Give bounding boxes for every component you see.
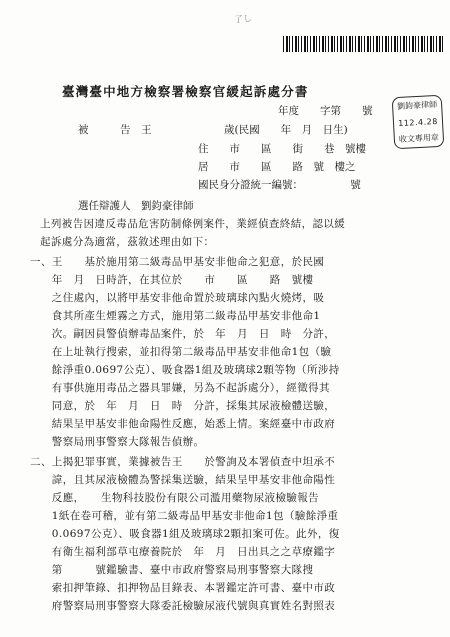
case-number: 年度 字第 號 — [278, 105, 373, 117]
intro-line: 起訴處分為適當，茲敘述理由如下： — [40, 236, 215, 248]
defendant-birth: 歲(民國 年 月 日生) — [224, 124, 348, 136]
section1-line: 有事供施用毒品之器具罪嫌，另為不起訴處分），經徵得其 — [30, 382, 330, 394]
defense-attorney: 選任辯護人 劉鈞豪律師 — [78, 200, 194, 212]
section1-line: 警察局刑事警察大隊報告偵辦。 — [30, 436, 205, 448]
section2-line: 二、上揭犯罪事實，業據被告王 於警詢及本署偵查中坦承不 — [30, 456, 336, 468]
section1-line: 餘淨重0.0697公克）、吸食器1組及玻璃球2顆等物（所涉持 — [30, 364, 340, 376]
section2-line: 0.0697公克）、吸食器1組及玻璃球2顆扣案可佐。此外，復 — [30, 528, 340, 540]
section1-line: 在上址執行搜索，並扣得第二級毒品甲基安非他命1包（驗 — [30, 346, 332, 358]
section2-line: 1紙在卷可稽，並有第二級毒品甲基安非他命1包（驗餘淨重 — [30, 510, 339, 522]
section1-line: 一、王 基於施用第二級毒品甲基安非他命之犯意，於民國 — [30, 256, 325, 268]
section1-line: 之住處內，以將甲基安非他命置於玻璃球內點火燒烤，吸 — [30, 292, 325, 304]
document-title: 臺灣臺中地方檢察署檢察官緩起訴處分書 — [62, 84, 309, 99]
section2-line: 有衛生福利部草屯療養院於 年 月 日出具之之草療鑑字 — [30, 546, 336, 558]
section2-line: 第 號鑑驗書、臺中市政府警察局刑事警察大隊搜 — [30, 564, 314, 576]
stamp-top: 劉鈞豪律師 — [396, 99, 438, 112]
section1-line: 結果呈甲基安非他命陽性反應，始悉上情。案經臺中市政府 — [30, 418, 336, 430]
section1-line: 同意，於 年 月 日 時 分許，採集其尿液檢體送驗， — [30, 400, 336, 412]
stamp-bottom: 收文專用章 — [398, 132, 440, 145]
section2-line: 諱，且其尿液檢體為警採集送驗，結果呈甲基安非他命陽性 — [30, 474, 336, 486]
section2-line: 索扣押筆錄、扣押物品目錄表、本署鑑定許可書、臺中市政 — [30, 582, 336, 594]
address-residence: 住 市 區 街 巷 號樓 — [198, 143, 366, 155]
defendant-label: 被 告 王 — [78, 124, 152, 136]
address-dwelling: 居 市 區 路 號 樓之 — [198, 161, 356, 173]
intro-line: 上列被告因違反毒品危害防制條例案件，業經偵查終結，認以緩 — [40, 218, 346, 230]
section2-line: 反應， 生物科技股份有限公司濫用藥物尿液檢驗報告 — [30, 492, 320, 504]
section1-line: 食其所產生煙霧之方式，施用第二級毒品甲基安非他命1 — [30, 310, 321, 322]
barcode — [283, 36, 443, 52]
section1-line: 次。嗣因員警偵辦毒品案件，於 年 月 日 時 分許， — [30, 328, 336, 340]
stamp-date: 112.4.28 — [397, 116, 439, 128]
section2-line: 府警察局刑事警察大隊委託檢驗尿液代號與真實姓名對照表 — [30, 600, 336, 612]
receipt-stamp — [392, 95, 445, 150]
id-number: 國民身分證統一編號： 號 — [198, 179, 361, 191]
handwritten-mark: 了し — [233, 14, 253, 26]
section1-line: 年 月 日時許，在其位於 市 區 路 號樓 — [30, 274, 314, 286]
